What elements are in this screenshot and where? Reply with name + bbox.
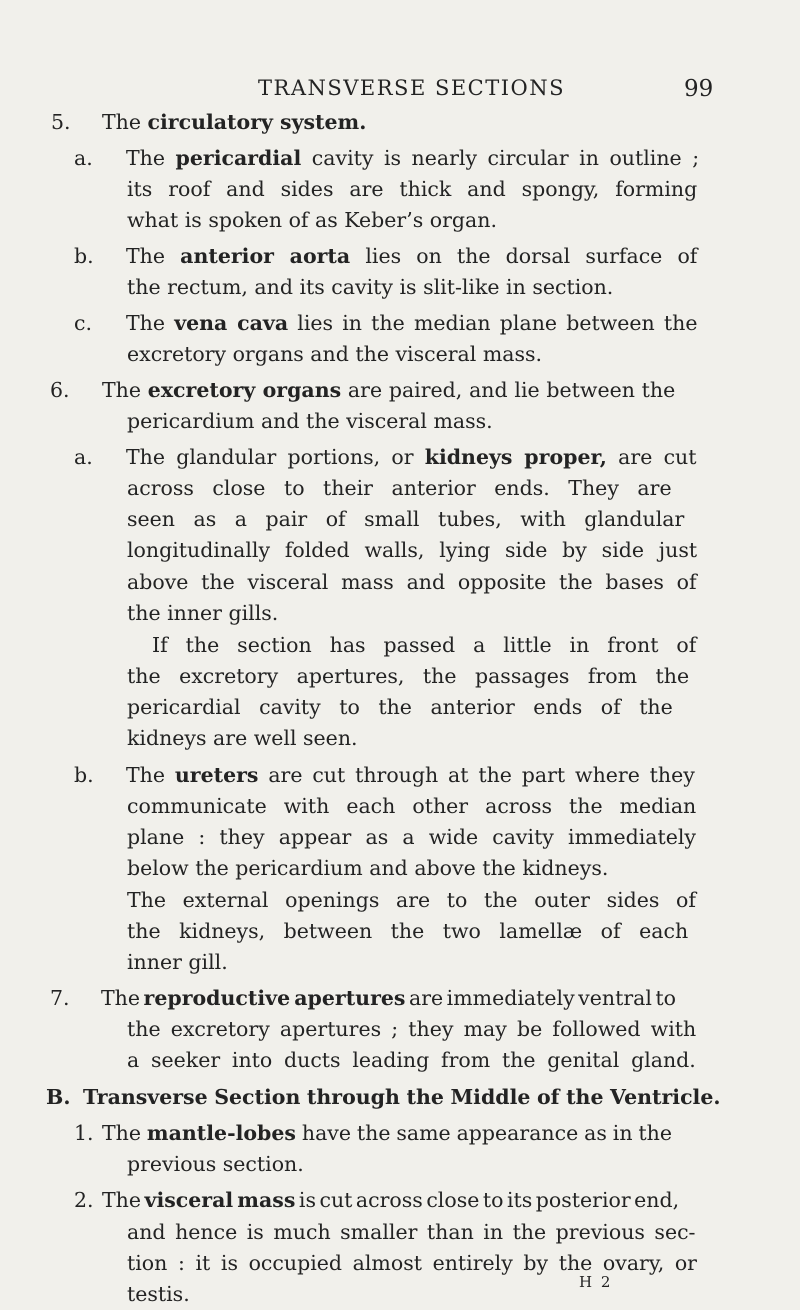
text-run: The (126, 763, 175, 787)
bold-term: visceral mass (144, 1188, 296, 1212)
text-run: its roof and sides are thick and spongy, forming (127, 177, 698, 201)
text-run: what is spoken of as Keber’s organ. (127, 208, 497, 232)
text-line (126, 765, 695, 786)
text-line (127, 210, 497, 231)
text-run: are cut through at the part where they (258, 763, 695, 787)
text-run: have the same appearance as in the (295, 1121, 672, 1145)
text-run: communicate with each other across the median (127, 794, 697, 818)
item-marker: 7. (50, 986, 70, 1010)
text-run: inner gill. (127, 950, 228, 974)
text-run: The glandular portions, or (126, 445, 425, 469)
text-line (127, 179, 697, 200)
bold-term: ureters (174, 763, 259, 787)
item-marker: b. (74, 244, 94, 268)
text-line (127, 478, 672, 499)
text-line (127, 796, 696, 817)
text-line (127, 1253, 697, 1274)
text-line (127, 697, 673, 718)
text-run: excretory organs and the visceral mass. (127, 342, 543, 366)
text-line (126, 148, 699, 169)
text-line (127, 603, 278, 624)
text-run: pericardium and the visceral mass. (127, 409, 493, 433)
item-marker: a. (74, 445, 93, 469)
text-line (127, 509, 684, 530)
text-run: lies in the median plane between the (288, 311, 698, 335)
item-marker: 5. (51, 110, 71, 134)
text-run: and hence is much smaller than in the previous sec- (127, 1220, 696, 1244)
page-number: 99 (684, 76, 714, 102)
bold-term: excretory organs (147, 378, 342, 402)
text-run: The (126, 311, 175, 335)
text-line (127, 921, 688, 942)
text-line (127, 666, 689, 687)
text-line (102, 1123, 672, 1144)
text-run: across close to their anterior ends. They are (127, 476, 672, 500)
text-run: are immediately ventral to (405, 986, 676, 1010)
text-line (127, 1019, 696, 1040)
text-line (102, 1190, 679, 1211)
text-line (127, 1154, 304, 1175)
text-run: previous section. (127, 1152, 304, 1176)
item-marker: 2. (74, 1188, 94, 1212)
text-line (127, 728, 358, 749)
running-head (0, 76, 800, 106)
text-line (127, 344, 542, 365)
text-line (152, 635, 696, 656)
text-run: the rectum, and its cavity is slit-like in section. (127, 275, 614, 299)
text-line (126, 313, 697, 334)
text-run: testis. (127, 1282, 190, 1306)
text-line (127, 540, 697, 561)
text-line (102, 380, 675, 401)
text-run: cavity is nearly circular in outline ; (301, 146, 700, 170)
text-line (127, 1222, 696, 1243)
text-run: tion : it is occupied almost entirely by the ovary, or (127, 1251, 697, 1275)
bold-term: reproductive apertures (143, 986, 406, 1010)
text-run: The (102, 1188, 145, 1212)
item-marker: 1. (74, 1121, 94, 1145)
text-run: The (102, 1121, 147, 1145)
bold-term: Transverse Section through the Middle of the Ventricle. (83, 1085, 721, 1109)
item-marker: a. (74, 146, 93, 170)
text-run: The (102, 110, 148, 134)
text-run: The (126, 146, 176, 170)
running-title: TRANSVERSE SECTIONS (258, 76, 566, 100)
bold-term: anterior aorta (180, 244, 351, 268)
text-run: The external openings are to the outer sides of (127, 888, 696, 912)
text-line (101, 988, 676, 1009)
text-run: The (126, 244, 181, 268)
text-line (127, 572, 697, 593)
text-line (102, 112, 366, 133)
item-marker: b. (74, 763, 94, 787)
text-run: the excretory apertures, the passages from the (127, 664, 690, 688)
text-line (83, 1087, 721, 1108)
text-run: The (101, 986, 144, 1010)
text-line (127, 827, 696, 848)
text-run: The (102, 378, 148, 402)
item-marker: B. (46, 1085, 71, 1109)
bold-term: kidneys proper, (424, 445, 607, 469)
text-run: below the pericardium and above the kidneys. (127, 856, 609, 880)
text-line (127, 1284, 190, 1305)
item-marker: 6. (50, 378, 70, 402)
text-run: are cut (606, 445, 697, 469)
text-line (126, 246, 697, 267)
bold-term: mantle-lobes (146, 1121, 296, 1145)
text-run: longitudinally folded walls, lying side by side just (127, 538, 698, 562)
text-run: are paired, and lie between the (341, 378, 676, 402)
text-run: seen as a pair of small tubes, with glandular (127, 507, 685, 531)
signature-mark: H 2 (579, 1273, 613, 1291)
text-run: lies on the dorsal surface of (350, 244, 698, 268)
text-line (127, 952, 228, 973)
text-run: If the section has passed a little in front of (152, 633, 697, 657)
text-line (127, 1050, 696, 1071)
text-line (126, 447, 697, 468)
text-run: kidneys are well seen. (127, 726, 358, 750)
bold-term: circulatory system. (147, 110, 367, 134)
text-run: is cut across close to its posterior end, (295, 1188, 680, 1212)
text-run: pericardial cavity to the anterior ends of the (127, 695, 673, 719)
text-run: a seeker into ducts leading from the genital gland. (127, 1048, 696, 1072)
item-marker: c. (74, 311, 92, 335)
bold-term: vena cava (174, 311, 289, 335)
text-line (127, 277, 613, 298)
text-run: plane : they appear as a wide cavity immediately (127, 825, 697, 849)
text-run: the excretory apertures ; they may be followed with (127, 1017, 697, 1041)
text-run: above the visceral mass and opposite the bases of (127, 570, 697, 594)
text-run: the kidneys, between the two lamellæ of each (127, 919, 689, 943)
text-run: the inner gills. (127, 601, 279, 625)
text-line (127, 890, 696, 911)
bold-term: pericardial (175, 146, 302, 170)
text-line (127, 858, 608, 879)
text-line (127, 411, 493, 432)
